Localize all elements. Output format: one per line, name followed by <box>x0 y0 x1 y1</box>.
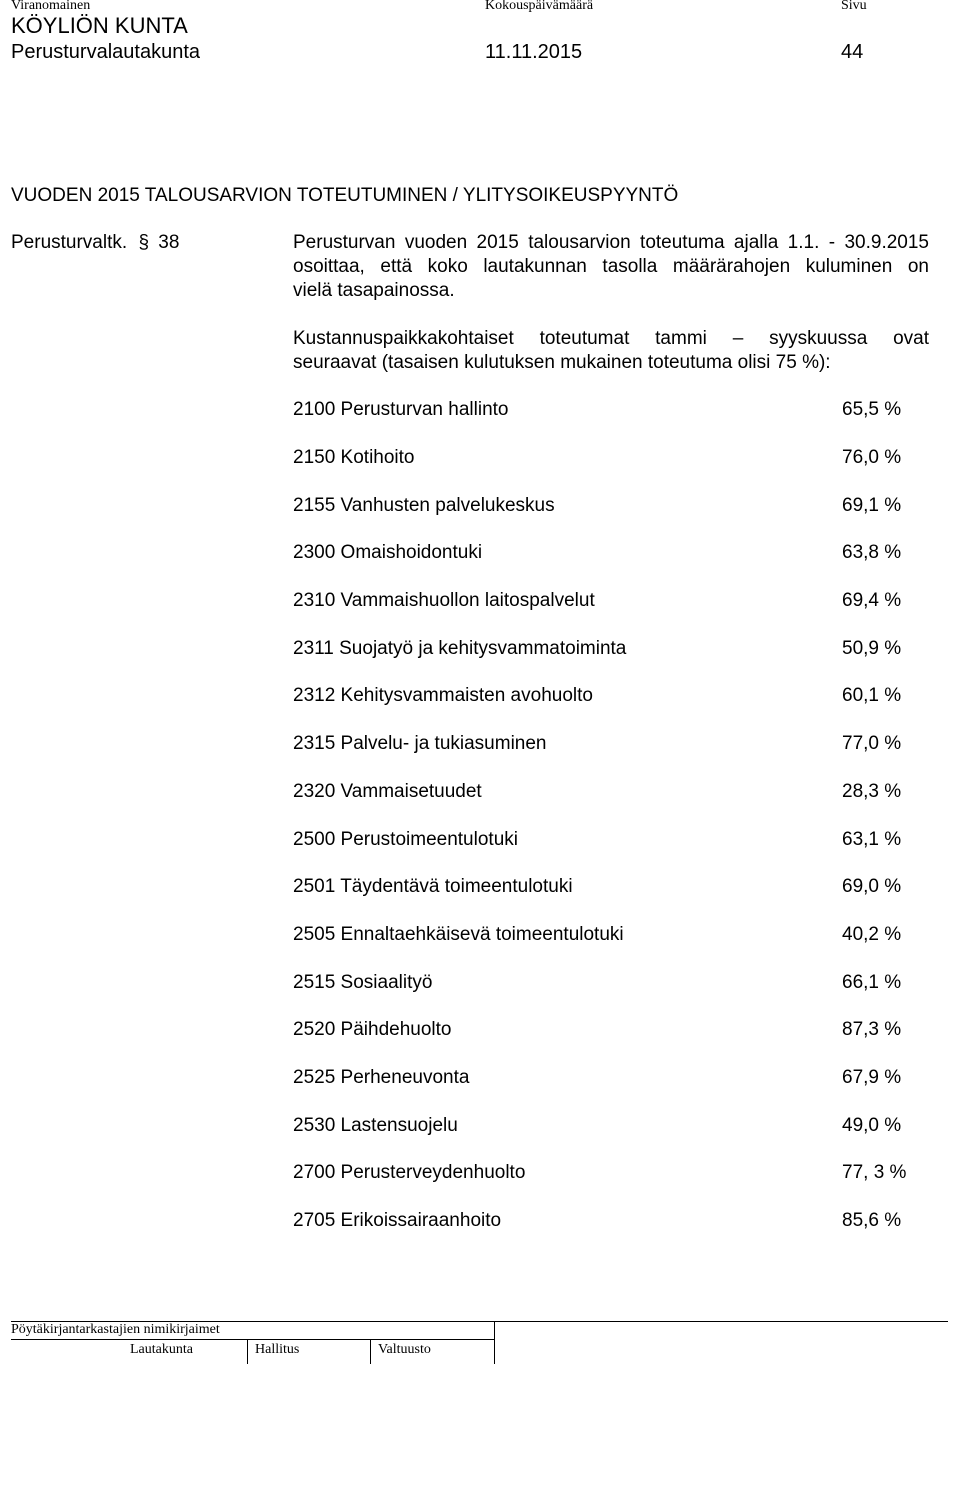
item-label: 2311 Suojatyö ja kehitysvammatoiminta <box>293 638 627 659</box>
list-item <box>293 541 918 565</box>
item-value: 67,9 % <box>842 1067 902 1088</box>
item-value: 40,2 % <box>842 924 902 945</box>
item-label: 2525 Perheneuvonta <box>293 1067 470 1088</box>
item-value: 50,9 % <box>842 638 902 659</box>
list-item <box>293 684 918 708</box>
item-value: 77,0 % <box>842 733 902 754</box>
item-value: 69,4 % <box>842 590 902 611</box>
list-item <box>293 732 918 756</box>
item-value: 63,8 % <box>842 542 902 563</box>
item-value: 69,0 % <box>842 876 902 897</box>
item-label: 2700 Perusterveydenhuolto <box>293 1162 526 1183</box>
paragraph-2-line-1: Kustannuspaikkakohtaiset toteutumat tammi – syyskuussa ovat <box>293 328 929 349</box>
item-label: 2100 Perusturvan hallinto <box>293 399 509 420</box>
item-label: 2505 Ennaltaehkäisevä toimeentulotuki <box>293 924 624 945</box>
item-value: 87,3 % <box>842 1019 902 1040</box>
list-item <box>293 589 918 613</box>
section-number: 38 <box>158 232 180 253</box>
header-label-page: Sivu <box>841 0 867 13</box>
list-item <box>293 637 918 661</box>
item-label: 2310 Vammaishuollon laitospalvelut <box>293 590 595 611</box>
item-value: 63,1 % <box>842 829 902 850</box>
footer-divider <box>247 1339 248 1364</box>
org-name: KÖYLIÖN KUNTA <box>11 13 188 38</box>
page-number: 44 <box>841 41 864 63</box>
paragraph-1-line-3: vielä tasapainossa. <box>293 280 455 301</box>
item-label: 2300 Omaishoidontuki <box>293 542 483 563</box>
list-item <box>293 398 918 422</box>
footer-col-council: Valtuusto <box>378 1342 431 1357</box>
list-item <box>293 971 918 995</box>
item-label: 2501 Täydentävä toimeentulotuki <box>293 876 573 897</box>
item-value: 85,6 % <box>842 1210 902 1231</box>
list-item <box>293 1161 918 1185</box>
board-name: Perusturvalautakunta <box>11 41 201 63</box>
item-label: 2315 Palvelu- ja tukiasuminen <box>293 733 547 754</box>
item-value: 69,1 % <box>842 495 902 516</box>
list-item <box>293 1066 918 1090</box>
list-item <box>293 1114 918 1138</box>
item-label: 2320 Vammaisetuudet <box>293 781 482 802</box>
footer-divider <box>494 1321 495 1364</box>
list-item <box>293 875 918 899</box>
footer-col-board: Lautakunta <box>130 1342 193 1357</box>
footer-col-government: Hallitus <box>255 1342 300 1357</box>
section-symbol: § <box>138 232 150 253</box>
list-item <box>293 446 918 470</box>
list-item <box>293 1018 918 1042</box>
item-label: 2312 Kehitysvammaisten avohuolto <box>293 685 593 706</box>
item-label: 2150 Kotihoito <box>293 447 415 468</box>
section-ref <box>11 231 179 254</box>
item-value: 77, 3 % <box>842 1162 907 1183</box>
list-item <box>293 780 918 804</box>
list-item <box>293 828 918 852</box>
footer-mid-rule <box>11 1339 494 1340</box>
meeting-date: 11.11.2015 <box>485 41 583 63</box>
list-item <box>293 1209 918 1233</box>
paragraph-1-line-1: Perusturvan vuoden 2015 talousarvion toteutuma ajalla 1.1. - 30.9.2015 <box>293 232 929 253</box>
header-label-authority: Viranomainen <box>11 0 91 13</box>
item-label: 2500 Perustoimeentulotuki <box>293 829 518 850</box>
item-value: 66,1 % <box>842 972 902 993</box>
item-label: 2705 Erikoissairaanhoito <box>293 1210 502 1231</box>
item-value: 49,0 % <box>842 1115 902 1136</box>
list-item <box>293 923 918 947</box>
footer-signatures-label: Pöytäkirjantarkastajien nimikirjaimet <box>11 1322 220 1337</box>
item-label: 2155 Vanhusten palvelukeskus <box>293 495 555 516</box>
document-title: VUODEN 2015 TALOUSARVION TOTEUTUMINEN / YLITYSOIKEUSPYYNTÖ <box>11 185 679 206</box>
header-label-date: Kokouspäivämäärä <box>485 0 594 13</box>
item-label: 2520 Päihdehuolto <box>293 1019 452 1040</box>
item-label: 2515 Sosiaalityö <box>293 972 433 993</box>
item-label: 2530 Lastensuojelu <box>293 1115 458 1136</box>
item-value: 28,3 % <box>842 781 902 802</box>
paragraph-1-line-2: osoittaa, että koko lautakunnan tasolla määrärahojen kuluminen on <box>293 256 929 277</box>
item-value: 76,0 % <box>842 447 902 468</box>
item-value: 60,1 % <box>842 685 902 706</box>
list-item <box>293 494 918 518</box>
section-ref-text: Perusturvaltk. <box>11 232 128 253</box>
paragraph-2-line-2: seuraavat (tasaisen kulutuksen mukainen toteutuma olisi 75 %): <box>293 352 831 373</box>
footer-divider <box>370 1339 371 1364</box>
item-value: 65,5 % <box>842 399 902 420</box>
